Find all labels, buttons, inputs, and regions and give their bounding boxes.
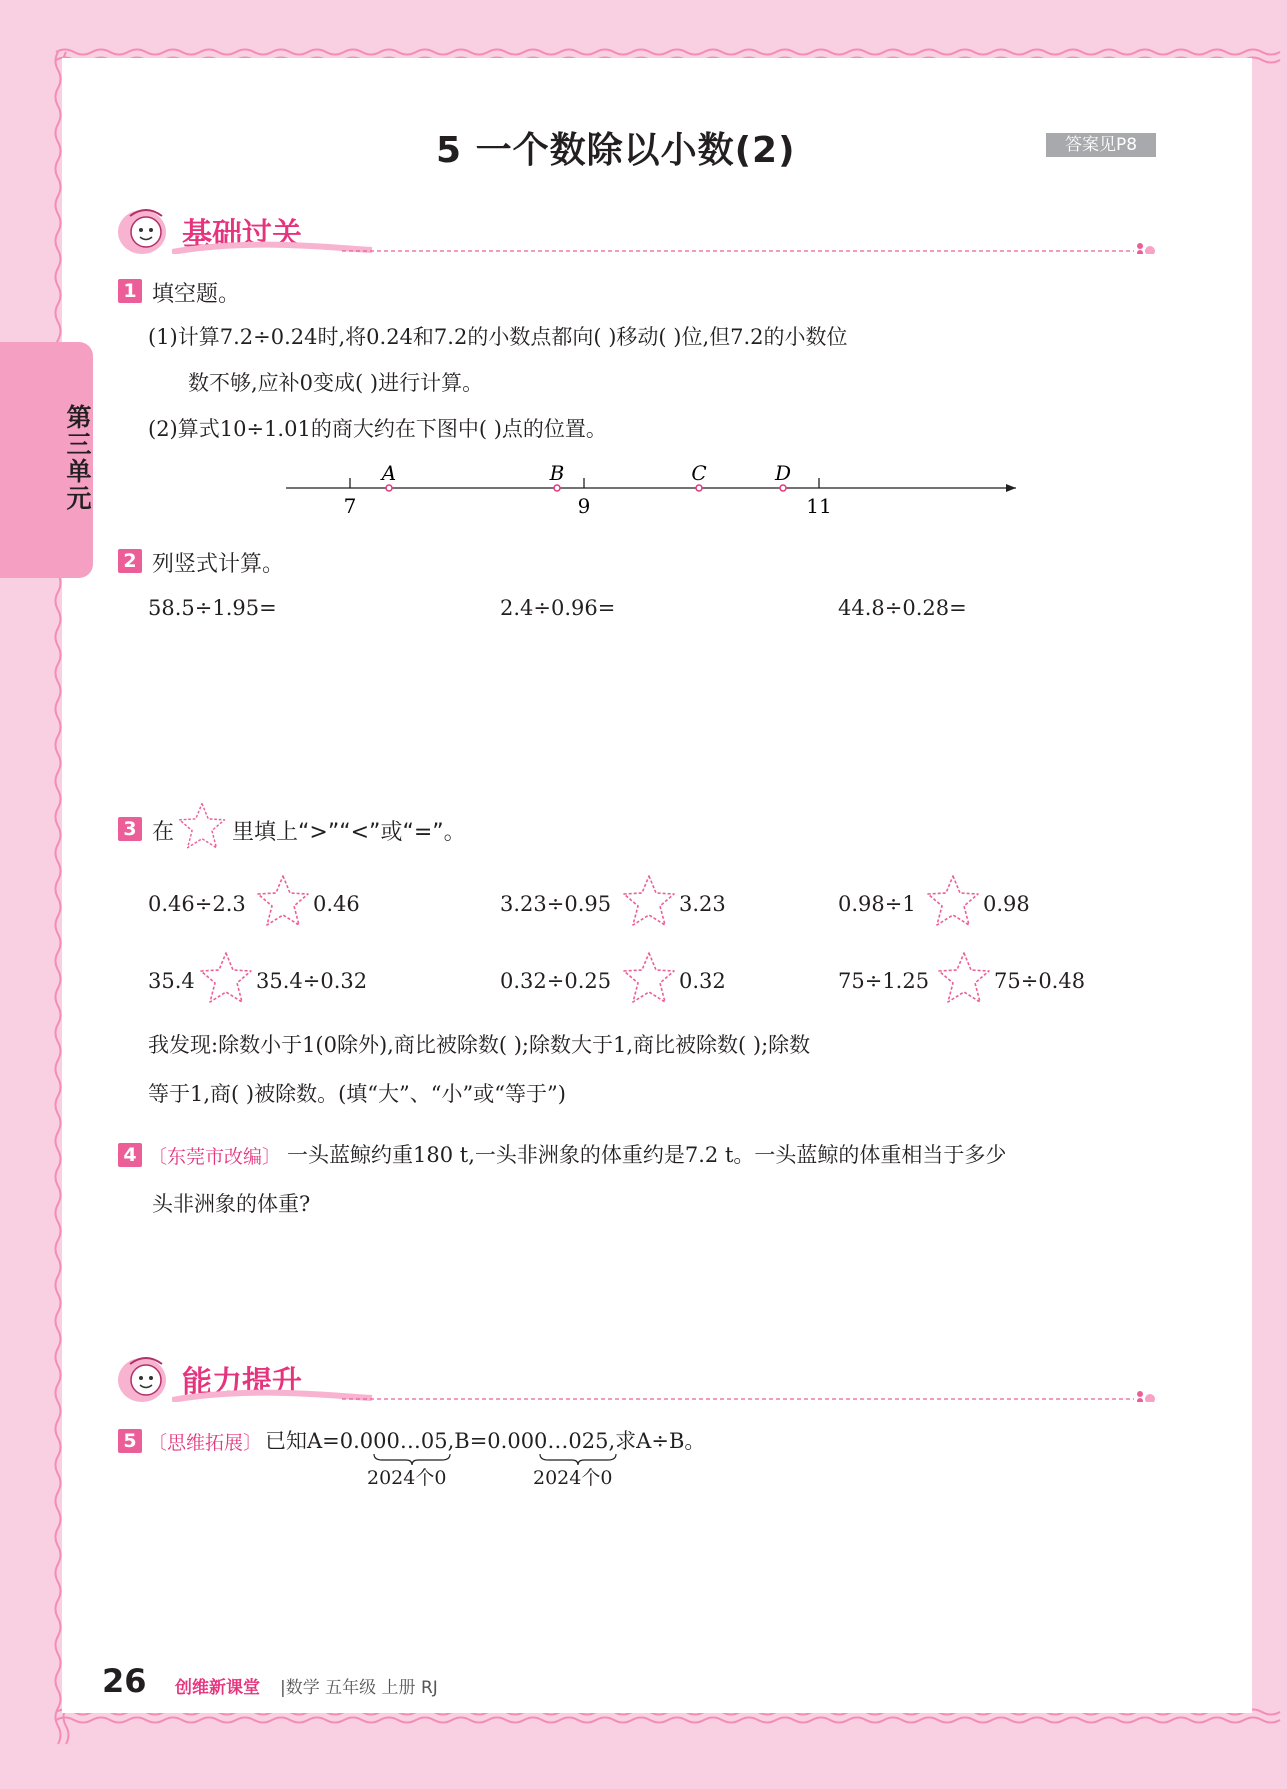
number-line [280,456,1030,522]
star-answer-slot-icon[interactable] [936,949,992,1009]
point-label: A [381,461,397,485]
tick-label: 11 [806,494,832,518]
question-source-tag: 〔思维拓展〕 [148,1432,263,1454]
compare-left: 3.23÷0.95 [500,892,612,916]
star-answer-slot-icon[interactable] [621,872,677,932]
unit-side-tab-label: 第三单元 [63,404,92,512]
compare-left: 35.4 [148,969,195,993]
frame-wave [56,50,1280,55]
question-number-5: 5 [118,1429,142,1453]
question-title-1: 填空题。 [152,282,241,307]
q1-part2: (2)算式10÷1.01的商大约在下图中( )点的位置。 [148,417,607,441]
section-title-basic: 基础过关 [182,217,302,252]
footer-subtitle: |数学 五年级 上册 RJ [280,1678,438,1698]
compare-right: 0.46 [313,892,360,916]
question-source-tag: 〔东莞市改编〕 [148,1146,282,1168]
brace-label: 2024个0 [533,1467,613,1489]
q4-line-2: 头非洲象的体重? [152,1192,311,1216]
q1-part1-line2: 数不够,应补0变成( )进行计算。 [188,371,484,395]
compare-right: 0.32 [679,969,726,993]
section-title-advanced: 能力提升 [182,1365,302,1400]
section-divider [172,1386,1162,1402]
question-number-1: 1 [118,279,142,303]
star-blank-icon [176,800,228,854]
question-title-3: 里填上“>”“<”或“=”。 [232,820,466,845]
brace-label: 2024个0 [367,1467,447,1489]
number-line-arrow-icon [1006,484,1016,492]
discover-line-2: 等于1,商( )被除数。(填“大”、“小”或“等于”) [148,1082,566,1106]
page-number: 26 [102,1662,147,1700]
point-label: D [774,461,792,485]
compare-right: 35.4÷0.32 [256,969,368,993]
frame-wave [56,1718,1280,1723]
tick-label: 7 [343,494,357,518]
division-expression: 58.5÷1.95= [148,596,277,620]
compare-left: 0.32÷0.25 [500,969,612,993]
star-answer-slot-icon[interactable] [198,949,254,1009]
point-label: C [691,461,707,485]
mascot-icon [116,204,174,258]
q5-text: 已知A=0.000…05,B=0.000…025,求A÷B。 [265,1429,706,1453]
compare-left: 0.98÷1 [838,892,916,916]
section-divider [172,238,1162,254]
star-answer-slot-icon[interactable] [621,949,677,1009]
frame-wave [56,52,61,1744]
discover-line-1: 我发现:除数小于1(0除外),商比被除数( );除数大于1,商比被除数( );除数 [148,1033,811,1057]
point-label: B [549,461,565,485]
q1-part1-line1: (1)计算7.2÷0.24时,将0.24和7.2的小数点都向( )移动( )位,但7.2的小数位 [148,325,848,349]
compare-right: 3.23 [679,892,726,916]
star-answer-slot-icon[interactable] [255,872,311,932]
answer-reference-badge: 答案见P8 [1046,133,1156,157]
question-title-3-prefix: 在 [152,820,175,845]
question-title-2: 列竖式计算。 [152,552,285,577]
division-expression: 44.8÷0.28= [838,596,967,620]
star-answer-slot-icon[interactable] [925,872,981,932]
division-expression: 2.4÷0.96= [500,596,616,620]
compare-left: 75÷1.25 [838,969,930,993]
question-number-2: 2 [118,549,142,573]
footer-brand: 创维新课堂 [175,1678,260,1698]
question-number-4: 4 [118,1143,142,1167]
compare-right: 0.98 [983,892,1030,916]
compare-right: 75÷0.48 [994,969,1086,993]
lesson-title: 5 一个数除以小数(2) [436,130,796,171]
tick-label: 9 [577,494,591,518]
compare-left: 0.46÷2.3 [148,892,246,916]
mascot-icon [116,1352,174,1406]
question-number-3: 3 [118,817,142,841]
q4-line-1: 一头蓝鲸约重180 t,一头非洲象的体重约是7.2 t。一头蓝鲸的体重相当于多少 [287,1143,1007,1167]
